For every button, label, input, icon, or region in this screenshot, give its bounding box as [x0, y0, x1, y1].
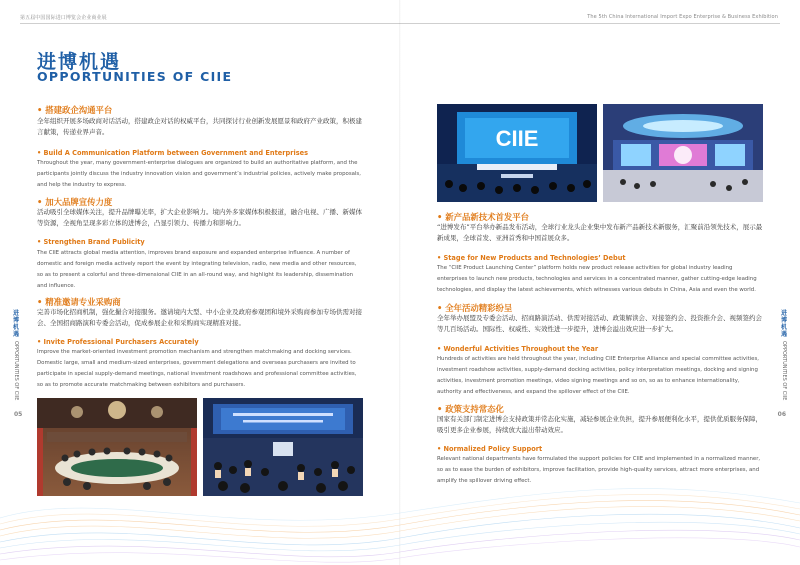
section-body-en: Throughout the year, many government-enterprise dialogues are organized to build an authoritative platform, and the participants jointly discuss the industry innovation vision and government’s industrial policies, actively make proposals, and help the industry to express. [37, 160, 361, 188]
section-body-cn: 完善市场化招商机制，强化撮合对接服务。邀请境内大型、中小企业及政府参观团和境外采购商参加专场供需对接会、全国招商路演和专委会活动，促成参展企业和采购商实现精准对接。 [37, 308, 362, 327]
section-body-en: Relevant national departments have formulated the support policies for CIIE and implemented in a normalized manner, so as to ease the burden of exhibitors, improve facilitation, provide high-quality services, attract more enterprises, and amplify the spillover driving effect. [437, 456, 761, 484]
section-heading-cn: • 政策支持常态化 [437, 404, 504, 414]
section-body-cn: 国家有关部门制定进博会支持政策并常态化实施，减轻参展企业负担，提升参展便利化水平，提供优质服务保障，吸引更多企业参展，持续放大溢出带动效应。 [437, 415, 762, 434]
page-title-cn: 进博机遇 [37, 51, 122, 73]
decorative-waves [0, 470, 800, 565]
photo-launch-stage [437, 104, 597, 202]
section-heading-cn: • 精准邀请专业采购商 [37, 297, 121, 307]
side-label [12, 310, 20, 400]
section-body-en: The “CIIE Product Launching Center” platform holds new product release activities for global industry leading enterprises to launch new products, technologies and services in a concentrated manner, gather cutting-edge leading technologies, and display the latest achievements, which witnesses various debuts in China, Asia and even the world. [437, 265, 757, 293]
section-heading-en: • Invite Professional Purchasers Accurately [37, 338, 199, 346]
header-rule [400, 23, 780, 24]
stage-screen-logo: CIIE [495, 126, 539, 151]
section-heading-cn: • 搭建政企沟通平台 [37, 105, 113, 115]
header-left-text: 第五届中国国际进口博览会企业商业展 [20, 15, 107, 21]
side-label-cn: 进博机遇 [12, 310, 19, 338]
section-heading-en: • Wonderful Activities Throughout the Year [437, 345, 599, 353]
section-body-en: The CIIE attracts global media attention, improves brand exposure and expanded enterprise influence. A number of domestic and foreign media actively report the event by integrating television, radio, new media and other resources, so as to present a colorful and three-dimensional CIIE in an all-round way, and highlight its leadership, dissemination and influence. [37, 250, 357, 289]
section-heading-cn: • 全年活动精彩纷呈 [437, 303, 513, 313]
section-heading-en: • Strengthen Brand Publicity [37, 238, 145, 246]
section-body-cn: “进博发布”平台举办新品发布活动，全球行业龙头企业集中发布新产品新技术新服务，汇聚前沿领先技术，展示最新成果，全球首发、亚洲首秀和中国首展众多。 [437, 223, 763, 242]
side-label-en: OPPORTUNITIES OF CIIE [781, 341, 787, 401]
page-title-en: OPPORTUNITIES OF CIIE [37, 69, 233, 84]
side-label-en: OPPORTUNITIES OF CIIE [13, 341, 19, 401]
section-heading-cn: • 新产品新技术首发平台 [437, 212, 530, 222]
section-heading-en: • Normalized Policy Support [437, 445, 543, 453]
side-label-cn: 进博机遇 [780, 310, 787, 338]
header-right-text: The 5th China International Import Expo Enterprise & Business Exhibition [587, 14, 778, 20]
section-body-en: Improve the market-oriented investment promotion mechanism and strengthen matchmaking and docking services. Domestic large, small and medium-sized enterprises, government delegations and overseas purchasers are invited to participate in special supply-demand meetings, national investment roadshows and professional committee activities, so as to promote accurate matchmaking between exhibitors and purchasers. [37, 349, 357, 388]
photo-exhibition-hall [603, 104, 763, 202]
section-heading-cn: • 加大品牌宣传力度 [37, 197, 113, 207]
section-heading-en: • Stage for New Products and Technologies’ Debut [437, 254, 626, 262]
page-number: 05 [14, 411, 23, 418]
header-rule [20, 23, 400, 24]
section-body-cn: 全年组织开展多场政商对话活动，搭建政企对话的权威平台，共同探讨行业创新发展愿景和政府产业政策，积极建言献策，传递业界声音。 [37, 117, 362, 136]
section-body-cn: 活动吸引全球媒体关注，提升品牌曝光率，扩大企业影响力。境内外多家媒体积极报道，融合电视、广播、新媒体等资源，全视角呈现多彩立体的进博会，凸显引领力、传播力和影响力。 [37, 208, 362, 227]
section-body-cn: 全年举办展盟及专委会活动、招商路演活动、供需对接活动、政策解读会、对接签约会、投资推介会、视频签约会等几百场活动。国际性、权威性、实效性进一步提升，进博会溢出效应进一步扩大。 [437, 314, 762, 333]
section-heading-en: • Build A Communication Platform between Government and Enterprises [37, 149, 309, 157]
side-label [780, 310, 788, 400]
section-body-en: Hundreds of activities are held throughout the year, including CIIE Enterprise Alliance and special committee activities, investment roadshow activities, supply-demand docking activities, policy interpretation meetings, docking and signing activities, investment promotion meetings, video signing meetings and so on, so as to enhance internationality, authority and effectiveness, and expand the spillover effect of the CIIE. [437, 356, 760, 395]
page-number: 06 [777, 411, 786, 418]
